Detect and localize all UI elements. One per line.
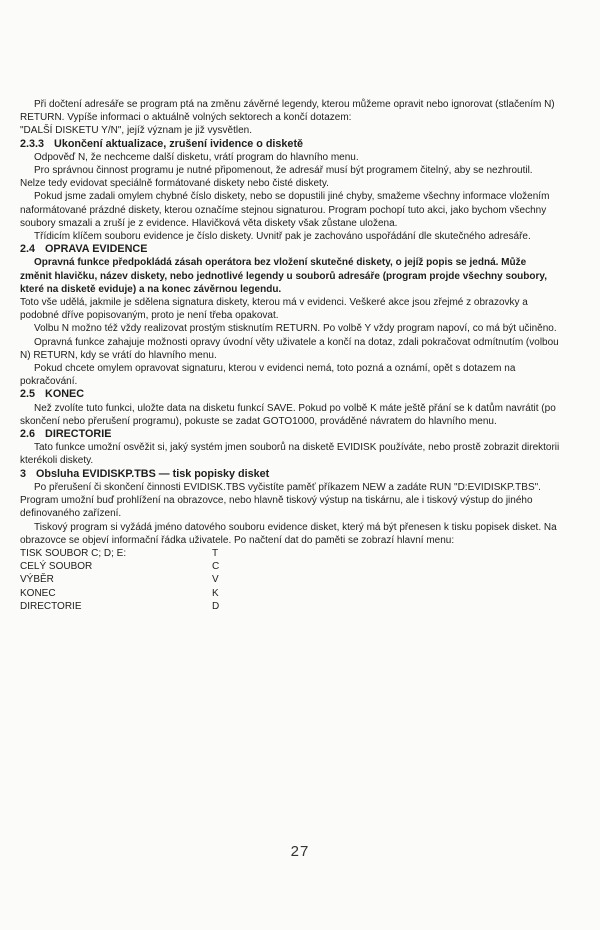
menu-row [20, 560, 560, 573]
menu-row [20, 587, 560, 600]
menu-row [20, 600, 560, 613]
paragraph: Odpověď N, že nechceme další disketu, vrátí program do hlavního menu. [34, 151, 359, 163]
menu-item-key: K [212, 587, 219, 599]
menu-item-key: C [212, 561, 220, 573]
main-menu-list [20, 547, 560, 613]
menu-item-key: T [212, 547, 219, 559]
section-heading-2-4: 2.4 OPRAVA EVIDENCE [20, 243, 148, 256]
section-heading-2-3-3: 2.3.3 Ukončení aktualizace, zrušení ividence o disketě [20, 137, 304, 150]
paragraph: Tiskový program si vyžádá jméno datového souboru evidence disket, který má být přenesen k tisku popisek disket. Na obrazovce se objeví informační řádka uživatele. Po načtení dat do paměti se zobrazí hlavní menu: [20, 521, 557, 546]
paragraph: Při dočtení adresáře se program ptá na změnu závěrné legendy, kterou můžeme opravit nebo ignorovat (stlačením N) RETURN. Vypíše informaci o aktuálně volných sektorech a končí dotazem: [20, 99, 555, 124]
paragraph: Pokud chcete omylem opravovat signaturu, kterou v evidenci nemá, toto pozná a oznámí, opět s dotazem na pokračování. [20, 363, 516, 388]
paragraph: Třídicím klíčem souboru evidence je číslo diskety. Uvnitř pak je zachováno uspořádání dle skutečného adresáře. [34, 231, 531, 243]
menu-item-label: VÝBĚR [20, 574, 54, 586]
paragraph: Pro správnou činnost programu je nutné připomenout, že adresář musí být programem čitelný, aby se nezhroutil. Nelze tedy evidovat speciálně formátované diskety nebo čisté diskety. [20, 165, 533, 190]
menu-row [20, 573, 560, 586]
paragraph: Volbu N možno též vždy realizovat prostým stisknutím RETURN. Po volbě Y vždy program napoví, co má být učiněno. [34, 323, 557, 335]
paragraph: Pokud jsme zadali omylem chybné číslo diskety, nebo se dopustili jiné chyby, smažeme všechny informace vložením naformátované prázdné diskety, kterou označíme stejnou signaturou. Program pochopí tuto akci, jako bychom všechny soubory smazali a zruší je z evidence. Hlavičková věta diskety však zůstane uložena. [20, 191, 550, 229]
paragraph: Opravná funkce předpokládá zásah operátora bez vložení skutečné diskety, o jejíž popis se jedná. Může změnit hlavičku, název diskety, nebo jednotlivé legendy u souborů adresáře (program projde všechny soubory, které na disketě eviduje) a na konec závěrnou legendu. [20, 257, 547, 295]
menu-item-label: KONEC [20, 587, 56, 599]
section-heading-2-6: 2.6 DIRECTORIE [20, 428, 112, 441]
paragraph: Tato funkce umožní osvěžit si, jaký systém jmen souborů na disketě EVIDISK používáte, nebo prostě zobrazit direktorii kterékoli diskety. [20, 442, 560, 467]
menu-item-label: DIRECTORIE [20, 600, 82, 612]
section-heading-3: 3 Obsluha EVIDISKP.TBS — tisk popisky disket [20, 467, 270, 480]
paragraph: "DALŠÍ DISKETU Y/N", jejíž význam je již vysvětlen. [20, 125, 252, 137]
page-number: 27 [290, 843, 310, 860]
menu-item-label: TISK SOUBOR C; D; E: [20, 547, 127, 559]
menu-row [20, 547, 560, 560]
paragraph: Než zvolíte tuto funkci, uložte data na disketu funkcí SAVE. Pokud po volbě K máte ještě přání se k datům navrátit (po skončení nebo přerušení programu), pokuste se zadat GOTO1000, prováděné návratem do hlavního menu. [20, 402, 556, 427]
paragraph: Toto vše udělá, jakmile je sdělena signatura diskety, kterou má v evidenci. Veškeré akce jsou zřejmé z obrazovky a podobné dříve popisovaným, proto je není třeba opakovat. [20, 297, 528, 322]
paragraph: Po přerušení či skončení činnosti EVIDISK.TBS vyčistíte paměť příkazem NEW a zadáte RUN "D:EVIDISKP.TBS". Program umožní buď prohlížení na obrazovce, nebo hlavně tiskový výstup na tiskárnu, ale i tiskový výstup do jiného definovaného zařízení. [20, 481, 541, 520]
section-heading-2-5: 2.5 KONEC [20, 388, 85, 401]
menu-item-label: CELÝ SOUBOR [20, 561, 93, 573]
document-page [20, 98, 560, 613]
paragraph: Opravná funkce zahajuje možnosti opravy úvodní věty uživatele a končí na dotaz, zdali pokračovat odmítnutím (volbou N) RETURN, kdy se vrátí do hlavního menu. [20, 336, 559, 361]
menu-item-key: V [212, 574, 219, 586]
menu-item-key: D [212, 600, 220, 612]
